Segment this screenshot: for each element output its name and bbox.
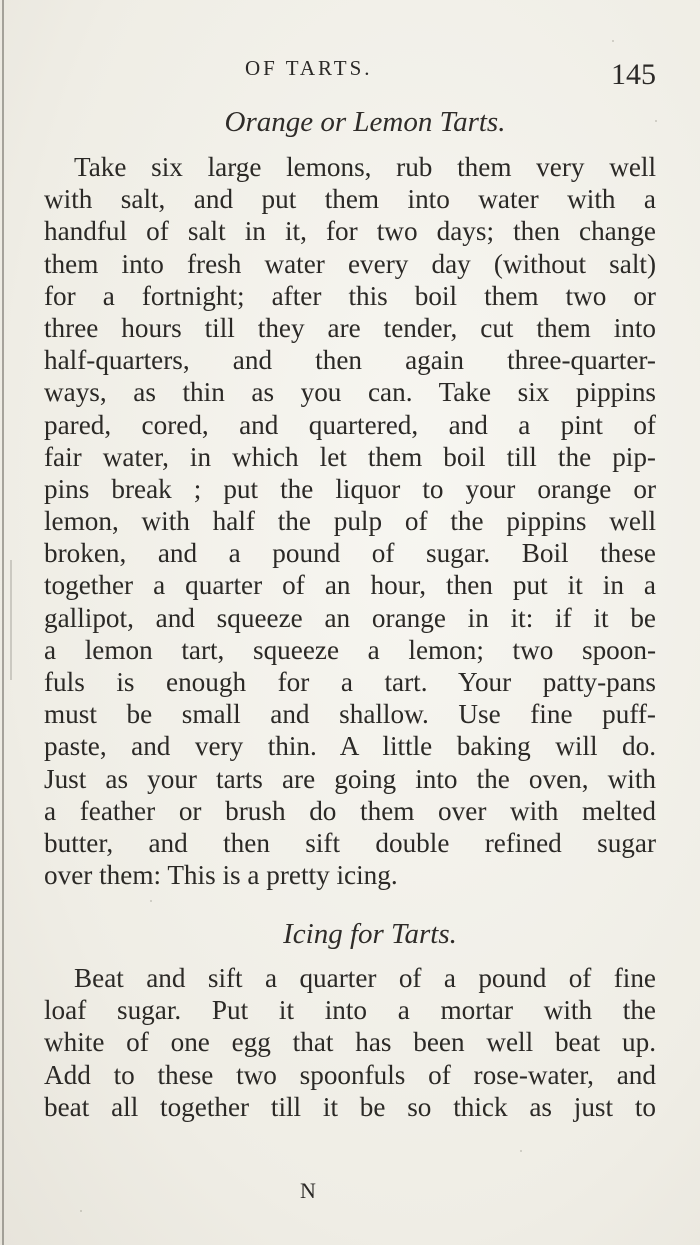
text-line: pins break ; put the liquor to your orange or [44, 473, 656, 504]
text-line: Add to these two spoonfuls of rose-water, and [44, 1059, 656, 1090]
text-line: a lemon tart, squeeze a lemon; two spoon- [44, 634, 656, 665]
text-line: a feather or brush do them over with melted [44, 795, 656, 826]
text-line: ways, as thin as you can. Take six pippins [44, 377, 656, 408]
paper-speck [655, 120, 657, 122]
text-line: them into fresh water every day (without salt) [44, 248, 656, 279]
section-body-orange-lemon-tarts [44, 151, 656, 891]
text-line: fair water, in which let them boil till the pip- [44, 441, 656, 472]
text-line: half-quarters, and then again three-quarter- [44, 345, 656, 376]
section-body-icing-for-tarts [44, 962, 656, 1123]
running-head: OF TARTS. [245, 56, 373, 80]
section-heading-icing-for-tarts: Icing for Tarts. [283, 918, 457, 950]
signature-mark: N [300, 1178, 316, 1203]
page-number: 145 [611, 58, 656, 91]
text-line: together a quarter of an hour, then put it in a [44, 570, 656, 601]
text-line: Just as your tarts are going into the oven, with [44, 763, 656, 794]
text-line: three hours till they are tender, cut them into [44, 312, 656, 343]
text-line: with salt, and put them into water with a [44, 184, 656, 215]
text-line: fuls is enough for a tart. Your patty-pans [44, 667, 656, 697]
text-line: paste, and very thin. A little baking will do. [44, 731, 656, 762]
text-line: loaf sugar. Put it into a mortar with the [44, 995, 656, 1026]
text-line: Beat and sift a quarter of a pound of fine [74, 963, 656, 993]
page-binding-edge [2, 0, 10, 1245]
text-line: must be small and shallow. Use fine puff- [44, 699, 656, 730]
paper-speck [520, 1150, 522, 1152]
text-line: Take six large lemons, rub them very well [74, 152, 656, 182]
page-binding-shadow [10, 560, 12, 680]
text-line: pared, cored, and quartered, and a pint of [44, 409, 656, 440]
text-line: broken, and a pound of sugar. Boil these [44, 538, 656, 569]
text-line: handful of salt in it, for two days; then change [44, 216, 656, 247]
text-line: butter, and then sift double refined sugar [44, 827, 656, 858]
section-heading-orange-lemon-tarts: Orange or Lemon Tarts. [224, 106, 506, 138]
paper-speck [80, 1210, 82, 1212]
text-line: gallipot, and squeeze an orange in it: if it be [44, 602, 656, 633]
paper-speck [150, 900, 152, 902]
text-line: white of one egg that has been well beat up. [44, 1027, 656, 1058]
text-line: for a fortnight; after this boil them two or [44, 280, 656, 311]
text-line: over them: This is a pretty icing. [44, 860, 398, 891]
paper-speck [612, 40, 614, 42]
text-line: lemon, with half the pulp of the pippins well [44, 506, 656, 537]
text-line: beat all together till it be so thick as just to [44, 1091, 656, 1122]
